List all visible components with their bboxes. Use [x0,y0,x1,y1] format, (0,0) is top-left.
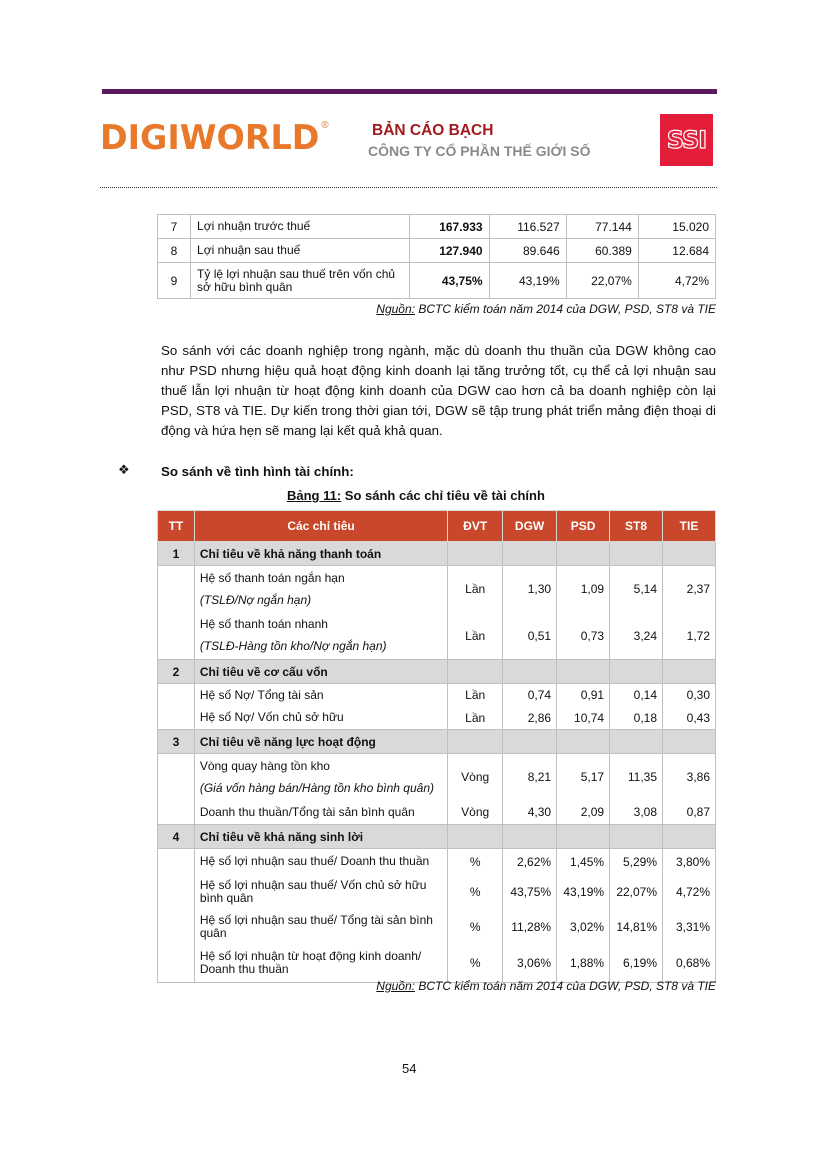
comparison-paragraph: So sánh với các doanh nghiệp trong ngành, mặc dù doanh thu thuần của DGW không cao như PSD nhưng hiệu quả hoạt động kinh doanh lại tăng trưởng tốt, cụ thể cả lợi nhuận sau thuế lẫn lợi nhuận từ hoạt động kinh doanh của DGW cao hơn cả ba doanh nghiệp còn lại PSD, ST8 và TIE. Dự kiến trong thời gian tới, DGW sẽ tập trung phát triển mảng điện thoại di động và hứa hẹn sẽ mang lại kết quả khả quan. [161,343,716,438]
table-source-note [376,979,716,993]
psd-value: 43,19% [557,875,610,910]
st8-value: 6,19% [610,945,663,983]
diamond-bullet-icon: ❖ [118,462,130,477]
row-label: Lợi nhuận sau thuế [191,239,410,263]
dgw-value: 3,06% [503,945,557,983]
st8-value: 5,14 [610,566,663,613]
dgw-value: 2,86 [503,707,557,730]
page-number: 54 [402,1061,417,1076]
row-number: 9 [158,263,191,299]
ssi-logo-text: SSI [666,126,707,154]
tie-value: 0,87 [663,801,716,825]
st8-value: 0,18 [610,707,663,730]
st8-value: 3,24 [610,613,663,660]
header-tie: TIE [663,511,716,542]
group-number: 4 [158,825,195,849]
group-number: 1 [158,542,195,566]
registered-mark: ® [321,120,329,131]
source-label: Nguồn: [376,979,415,993]
table-row [158,215,716,239]
previous-table-continuation [157,214,716,299]
st8-value: 60.389 [566,239,638,263]
caption-label: Bảng 11: [287,488,342,503]
dgw-value: 0,51 [503,613,557,660]
tie-value: 4,72% [638,263,715,299]
header-unit: ĐVT [448,511,503,542]
psd-value: 2,09 [557,801,610,825]
psd-value: 0,91 [557,684,610,707]
psd-value: 5,17 [557,754,610,801]
tie-value: 3,31% [663,910,716,945]
tie-value: 0,30 [663,684,716,707]
st8-value: 77.144 [566,215,638,239]
dgw-value: 167.933 [410,215,489,239]
table-row [158,875,716,910]
header-top-bar [102,89,717,94]
unit-value: % [448,875,503,910]
document-title: BẢN CÁO BẠCH [372,122,494,139]
header-dgw: DGW [503,511,557,542]
indicator-name: Vòng quay hàng tồn kho [199,758,330,773]
group-row [158,730,716,754]
table-row [158,910,716,945]
psd-value: 0,73 [557,613,610,660]
psd-value: 1,45% [557,849,610,875]
unit-value: Vòng [448,754,503,801]
table-row [158,849,716,875]
header-tt: TT [158,511,195,542]
indicator-name: Hệ số Nợ/ Vốn chủ sở hữu [194,707,447,730]
dgw-value: 11,28% [503,910,557,945]
company-name: CÔNG TY CỔ PHẦN THẾ GIỚI SỐ [368,143,591,159]
header-psd: PSD [557,511,610,542]
table-row [158,684,716,707]
row-number: 8 [158,239,191,263]
unit-value: % [448,945,503,983]
indicator-formula: (TSLĐ-Hàng tồn kho/Nợ ngắn hạn) [199,639,387,654]
row-label: Tỷ lệ lợi nhuận sau thuế trên vốn chủ sở hữu bình quân [191,263,410,299]
psd-value: 1,88% [557,945,610,983]
header-st8: ST8 [610,511,663,542]
tie-value: 1,72 [663,613,716,660]
tie-value: 0,68% [663,945,716,983]
table-row [158,263,716,299]
indicator-name: Doanh thu thuần/Tổng tài sản bình quân [194,801,447,825]
psd-value: 3,02% [557,910,610,945]
source-label: Nguồn: [376,302,415,316]
indicator-name: Hệ số Nợ/ Tổng tài sản [194,684,447,707]
dgw-value: 127.940 [410,239,489,263]
dgw-value: 8,21 [503,754,557,801]
table-row [158,613,716,660]
table-row [158,239,716,263]
logo-text: DIGIWORLD [100,118,320,158]
st8-value: 0,14 [610,684,663,707]
group-title: Chỉ tiêu về cơ cấu vốn [194,660,447,684]
table-source-note [376,302,716,316]
unit-value: Lần [448,707,503,730]
dgw-value: 4,30 [503,801,557,825]
psd-value: 89.646 [489,239,566,263]
group-number: 2 [158,660,195,684]
st8-value: 14,81% [610,910,663,945]
group-title: Chỉ tiêu về khả năng sinh lời [194,825,447,849]
dgw-value: 43,75% [410,263,489,299]
indicator-name: Hệ số lợi nhuận sau thuế/ Vốn chủ sở hữu bình quân [194,875,447,910]
header-divider [100,187,717,188]
table-row [158,566,716,613]
header-indicator: Các chỉ tiêu [194,511,447,542]
indicator-name: Hệ số thanh toán ngắn hạn [199,570,345,585]
dgw-value: 0,74 [503,684,557,707]
unit-value: % [448,849,503,875]
dgw-value: 2,62% [503,849,557,875]
indicator-name: Hệ số lợi nhuận sau thuế/ Doanh thu thuần [194,849,447,875]
table-row [158,801,716,825]
row-number: 7 [158,215,191,239]
unit-value: Lần [448,566,503,613]
source-text: BCTC kiểm toán năm 2014 của DGW, PSD, ST8 và TIE [415,979,716,993]
row-label: Lợi nhuận trước thuế [191,215,410,239]
st8-value: 22,07% [610,875,663,910]
section-heading: So sánh về tình hình tài chính: [161,464,354,479]
psd-value: 1,09 [557,566,610,613]
tie-value: 15.020 [638,215,715,239]
st8-value: 11,35 [610,754,663,801]
tie-value: 3,86 [663,754,716,801]
unit-value: Lần [448,684,503,707]
psd-value: 43,19% [489,263,566,299]
unit-value: % [448,910,503,945]
source-text: BCTC kiểm toán năm 2014 của DGW, PSD, ST8 và TIE [415,302,716,316]
group-row [158,660,716,684]
dgw-value: 43,75% [503,875,557,910]
indicator-name: Hệ số thanh toán nhanh [199,617,328,632]
indicator-formula: (Giá vốn hàng bán/Hàng tồn kho bình quân) [199,780,434,795]
indicator-formula: (TSLĐ/Nợ ngắn hạn) [199,592,312,607]
ssi-logo [660,114,713,166]
group-number: 3 [158,730,195,754]
st8-value: 5,29% [610,849,663,875]
table-row [158,707,716,730]
st8-value: 22,07% [566,263,638,299]
st8-value: 3,08 [610,801,663,825]
group-row [158,825,716,849]
table-header-row [158,511,716,542]
tie-value: 3,80% [663,849,716,875]
tie-value: 12.684 [638,239,715,263]
indicator-name: Hệ số lợi nhuận sau thuế/ Tổng tài sản bình quân [194,910,447,945]
psd-value: 10,74 [557,707,610,730]
table-row [158,945,716,983]
group-row [158,542,716,566]
group-title: Chỉ tiêu về năng lực hoạt động [194,730,447,754]
psd-value: 116.527 [489,215,566,239]
tie-value: 2,37 [663,566,716,613]
tie-value: 0,43 [663,707,716,730]
unit-value: Lần [448,613,503,660]
dgw-value: 1,30 [503,566,557,613]
unit-value: Vòng [448,801,503,825]
indicator-name: Hệ số lợi nhuận từ hoạt động kinh doanh/ Doanh thu thuần [194,945,447,983]
tie-value: 4,72% [663,875,716,910]
financial-indicators-table [157,510,716,983]
table-caption [287,488,545,503]
table-row [158,754,716,801]
digiworld-logo [100,118,329,158]
group-title: Chỉ tiêu về khả năng thanh toán [194,542,447,566]
caption-text: So sánh các chỉ tiêu về tài chính [341,488,545,503]
